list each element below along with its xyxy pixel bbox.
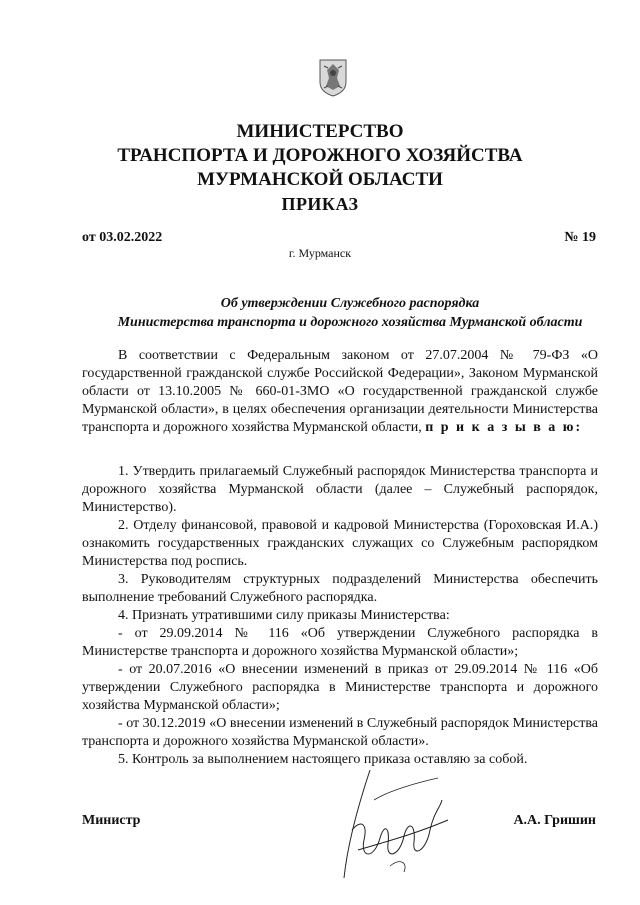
- order-item: 2. Отделу финансовой, правовой и кадровой Министерства (Гороховская И.А.) ознакомить государственных гражданских служащих со Служебным распорядком Министерства под роспись.: [82, 518, 598, 569]
- signatory-name: А.А. Гришин: [513, 813, 596, 828]
- org-line-2: ТРАНСПОРТА И ДОРОЖНОГО ХОЗЯЙСТВА: [117, 145, 523, 166]
- coat-of-arms-emblem: [318, 58, 348, 98]
- document-number: № 19: [564, 230, 596, 245]
- organization-name: [0, 120, 640, 192]
- preamble-text: [82, 347, 598, 437]
- title-line-2: Министерства транспорта и дорожного хозяйства Мурманской области: [117, 315, 583, 330]
- title-line-1: Об утверждении Служебного распорядка: [220, 296, 480, 311]
- org-line-1: МИНИСТЕРСТВО: [236, 121, 404, 142]
- order-items: [82, 463, 598, 769]
- order-item: 3. Руководителям структурных подразделений Министерства обеспечить выполнение требований Служебного распорядка.: [82, 572, 598, 605]
- preamble-paragraph: [82, 347, 598, 437]
- document-date: от 03.02.2022: [82, 230, 163, 245]
- document-title: [60, 294, 640, 332]
- preamble-body: В соответствии с Федеральным законом от 27.07.2004 № 79-ФЗ «О государственной гражданской службе Российской Федерации», Законом Мурманской области от 13.10.2005 № 660-01-ЗМО «О государственной гражданской службе Мурманской области», в целях обеспечения организации деятельности Министерства транспорта и дорожного хозяйства Мурманской области,: [82, 348, 598, 435]
- orders-word: п р и к а з ы в а ю:: [425, 420, 583, 435]
- document-city: г. Мурманск: [288, 246, 352, 260]
- signatory-position: Министр: [82, 813, 141, 828]
- order-item: - от 29.09.2014 № 116 «Об утверждении Служебного распорядка в Министерстве транспорта и дорожного хозяйства Мурманской области»;: [82, 626, 598, 659]
- document-type: ПРИКАЗ: [281, 194, 359, 214]
- order-item: 5. Контроль за выполнением настоящего приказа оставляю за собой.: [118, 752, 528, 767]
- order-item: - от 30.12.2019 «О внесении изменений в Служебный распорядок Министерства транспорта и дорожного хозяйства Мурманской области».: [82, 716, 598, 749]
- order-item: 1. Утвердить прилагаемый Служебный распорядок Министерства транспорта и дорожного хозяйства Мурманской области (далее – Служебный распорядок, Министерство).: [82, 464, 598, 515]
- handwritten-signature: [330, 760, 460, 885]
- org-line-3: МУРМАНСКОЙ ОБЛАСТИ: [197, 169, 443, 190]
- order-item: 4. Признать утратившими силу приказы Министерства:: [118, 608, 450, 623]
- order-item: - от 20.07.2016 «О внесении изменений в приказ от 29.09.2014 № 116 «Об утверждении Служебного распорядка в Министерстве транспорта и дорожного хозяйства Мурманской области»;: [82, 662, 598, 713]
